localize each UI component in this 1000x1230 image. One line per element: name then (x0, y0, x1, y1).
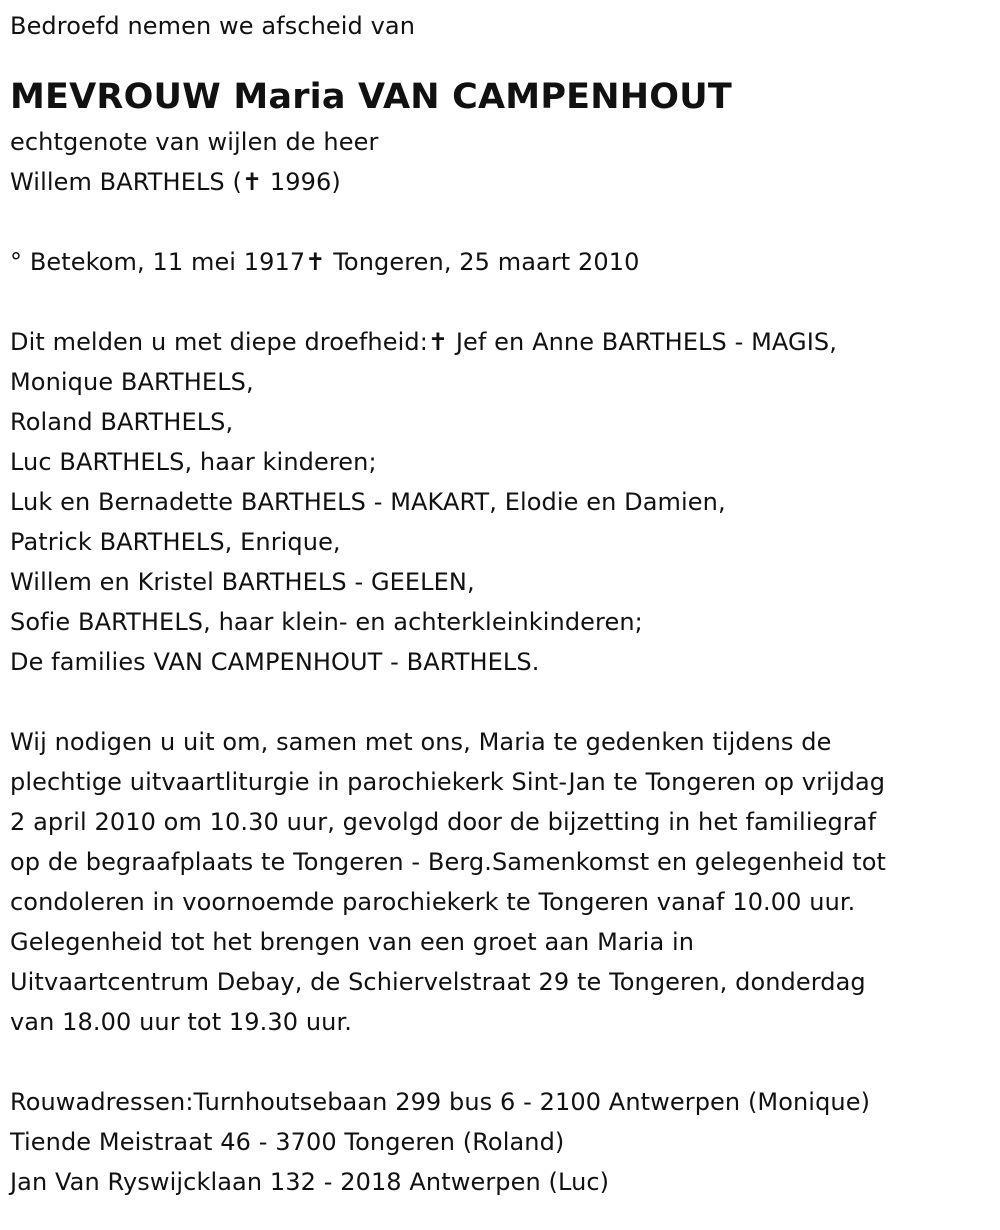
invitation-line: condoleren in voornoemde parochiekerk te Tongeren vanaf 10.00 uur. (10, 888, 856, 916)
addresses-section (10, 1082, 990, 1202)
family-line: Willem en Kristel BARTHELS - GEELEN, (10, 568, 475, 596)
family-line: De families VAN CAMPENHOUT - BARTHELS. (10, 648, 540, 676)
family-line: Patrick BARTHELS, Enrique, (10, 528, 341, 556)
family-line: Luc BARTHELS, haar kinderen; (10, 448, 377, 476)
spacer (10, 202, 990, 242)
family-line: Monique BARTHELS, (10, 368, 254, 396)
family-line: Luk en Bernadette BARTHELS - MAKART, Elodie en Damien, (10, 488, 726, 516)
invitation-section (10, 722, 990, 1042)
spacer (10, 1042, 990, 1082)
invitation-line: van 18.00 uur tot 19.30 uur. (10, 1008, 352, 1036)
spacer (10, 682, 990, 722)
invitation-line: Wij nodigen u uit om, samen met ons, Maria te gedenken tijdens de (10, 728, 832, 756)
birth-death-line: ° Betekom, 11 mei 1917✝ Tongeren, 25 maart 2010 (10, 248, 640, 276)
intro-text: Bedroefd nemen we afscheid van (10, 12, 416, 40)
invitation-line: Uitvaartcentrum Debay, de Schiervelstraat 29 te Tongeren, donderdag (10, 968, 866, 996)
address-line: Tiende Meistraat 46 - 3700 Tongeren (Roland) (10, 1128, 565, 1156)
address-line: Jan Van Ryswijcklaan 132 - 2018 Antwerpen (Luc) (10, 1168, 610, 1196)
invitation-line: 2 april 2010 om 10.30 uur, gevolgd door de bijzetting in het familiegraf (10, 808, 877, 836)
spouse-line-1: echtgenote van wijlen de heer (10, 128, 379, 156)
address-line: Rouwadressen:Turnhoutsebaan 299 bus 6 - 2100 Antwerpen (Monique) (10, 1088, 871, 1116)
family-section (10, 322, 990, 682)
deceased-name: MEVROUW Maria VAN CAMPENHOUT (10, 77, 732, 117)
spacer (10, 282, 990, 322)
spouse-section (10, 122, 990, 202)
invitation-line: plechtige uitvaartliturgie in parochiekerk Sint-Jan te Tongeren op vrijdag (10, 768, 886, 796)
invitation-line: op de begraafplaats te Tongeren - Berg.Samenkomst en gelegenheid tot (10, 848, 887, 876)
family-line: Dit melden u met diepe droefheid:✝ Jef en Anne BARTHELS - MAGIS, (10, 328, 837, 356)
invitation-line: Gelegenheid tot het brengen van een groet aan Maria in (10, 928, 695, 956)
family-line: Roland BARTHELS, (10, 408, 234, 436)
family-line: Sofie BARTHELS, haar klein- en achterkleinkinderen; (10, 608, 643, 636)
spouse-line-2: Willem BARTHELS (✝ 1996) (10, 168, 341, 196)
